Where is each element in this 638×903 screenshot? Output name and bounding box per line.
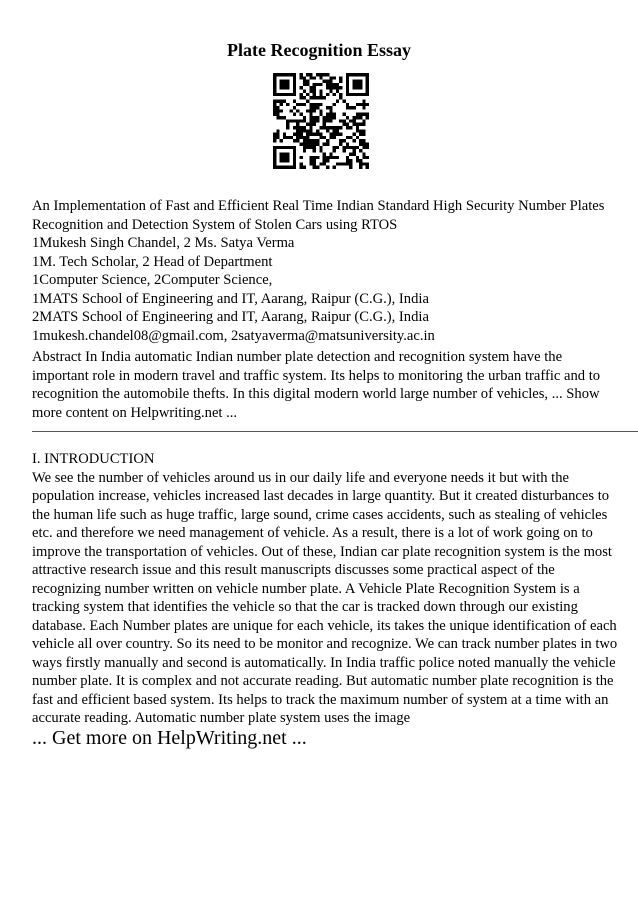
header-line: 1M. Tech Scholar, 2 Head of Department xyxy=(32,253,273,270)
intro-line: vehicle all over country. So its need to be monitor and recognize. We can track number plates in two xyxy=(32,636,618,652)
abstract-line: Abstract In India automatic Indian number plate detection and recognition system have the xyxy=(32,349,563,365)
intro-line: tracking system that identifies the vehicle so that the car is tracked down through our existing xyxy=(32,599,578,615)
intro-line: attractive research issue and this result manuscripts discusses some practical aspect of the xyxy=(32,562,555,578)
intro-line: recognizing number written on vehicle number plate. A Vehicle Plate Recognition System is a xyxy=(32,580,580,597)
get-more-link[interactable]: ... Get more on HelpWriting.net ... xyxy=(32,727,307,749)
intro-line: etc. and therefore we need management of vehicle. As a result, there is a lot of work going on to xyxy=(32,525,593,541)
header-line: 1Computer Science, 2Computer Science, xyxy=(32,272,273,288)
paper-header-block xyxy=(32,197,622,345)
header-line: Recognition and Detection System of Stolen Cars using RTOS xyxy=(32,216,398,233)
abstract-paragraph xyxy=(32,348,622,422)
abstract-line: important role in modern travel and traffic system. Its helps to monitoring the urban traffic and to xyxy=(32,367,601,384)
intro-line: population increase, vehicles increased last decades in large quantity. But it created disturbances to xyxy=(32,488,610,504)
header-line: 1MATS School of Engineering and IT, Aarang, Raipur (C.G.), India xyxy=(32,290,429,307)
intro-line: We see the number of vehicles around us in our daily life and everyone needs it but with the xyxy=(32,469,570,486)
intro-line: improve the transportation of vehicles. Out of these, Indian car plate recognition system is the most xyxy=(32,543,612,560)
intro-line: database. Each Number plates are unique for each vehicle, its takes the unique identification of each xyxy=(32,617,617,634)
qr-code-icon xyxy=(273,73,369,169)
abstract-line: more content on Helpwriting.net ... xyxy=(32,404,238,421)
header-line: An Implementation of Fast and Efficient Real Time Indian Standard High Security Number Plates xyxy=(32,198,605,214)
intro-line: number plate. It is complex and not accurate reading. But automatic number plate recognition is the xyxy=(32,673,614,689)
intro-line: fast and efficient based system. Its helps to track the maximum number of system at a time with an xyxy=(32,691,609,708)
intro-line: accurate reading. Automatic number plate system uses the image xyxy=(32,710,411,726)
abstract-line: recognition the automobile thefts. In this digital modern world large number of vehicles, ... Show xyxy=(32,386,600,402)
intro-line: ways firstly manually and second is automatically. In India traffic police noted manually the vehicle xyxy=(32,654,616,671)
introduction-section xyxy=(32,450,622,728)
header-line: 2MATS School of Engineering and IT, Aarang, Raipur (C.G.), India xyxy=(32,309,429,325)
document-title: Plate Recognition Essay xyxy=(227,40,411,60)
section-divider xyxy=(32,431,638,432)
intro-line: the human life such as huge traffic, large sound, crime cases accidents, such as stealing of vehicles xyxy=(32,506,608,523)
intro-line: I. INTRODUCTION xyxy=(32,451,155,467)
header-line: 1Mukesh Singh Chandel, 2 Ms. Satya Verma xyxy=(32,235,295,251)
header-line: 1mukesh.chandel08@gmail.com, 2satyaverma@matsuniversity.ac.in xyxy=(32,327,435,344)
